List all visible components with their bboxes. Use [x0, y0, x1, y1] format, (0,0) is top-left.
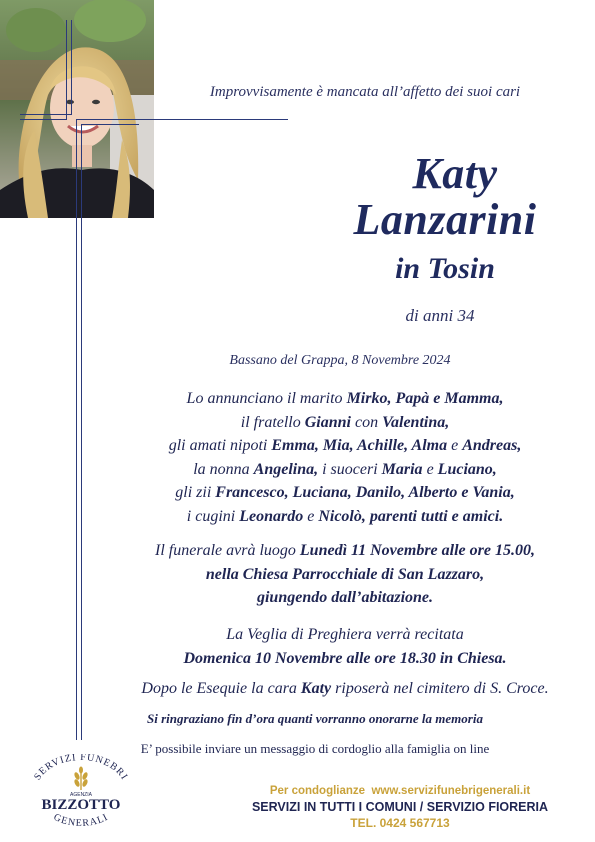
vigil-line-2: Domenica 10 Novembre alle ore 18.30 in Chiesa. [183, 649, 507, 667]
cross-vertical-line-3 [76, 119, 77, 740]
vigil-line-1: La Veglia di Preghiera verrà recitata [226, 626, 464, 643]
deceased-first-name: Katy [412, 149, 498, 198]
deceased-age: di anni 34 [405, 306, 475, 325]
thanks-text: Si ringraziano fin d’ora quanti vorranno onorarne la memoria [147, 711, 483, 726]
vigil-block [110, 623, 580, 670]
wheat-icon [73, 767, 88, 791]
intro-text: Improvvisamente è mancata all’affetto dei suoi cari [209, 84, 521, 100]
contact-services: SERVIZI IN TUTTI I COMUNI / SERVIZIO FIORERIA [251, 800, 549, 814]
logo-top-text: SERVIZI FUNEBRI [32, 754, 130, 783]
contact-phone: TEL. 0424 567713 [350, 816, 450, 830]
web-label: Per condoglianze [269, 785, 366, 797]
announce-line-4: la nonna Angelina, i suoceri Maria e Luciano, [193, 460, 497, 478]
deceased-last-name: Lanzarini [353, 195, 537, 244]
funeral-line-1: Il funerale avrà luogo Lunedì 11 Novembre alle ore 15.00, [155, 542, 535, 559]
burial-block: Dopo le Esequie la cara Katy riposerà nel cimitero di S. Croce. [141, 680, 549, 697]
logo-bottom-text: GENERALI [51, 811, 111, 830]
announce-line-1: Lo annunciano il marito Mirko, Papà e Mamma, [186, 390, 504, 407]
svg-text:GENERALI [52, 812, 111, 829]
funeral-line-3: giungendo dall’abitazione. [256, 589, 434, 606]
cross-vertical-line-1 [66, 20, 67, 120]
cross-vertical-line-4 [81, 124, 82, 740]
cross-horizontal-line-2 [20, 119, 66, 120]
web-url-link[interactable]: www.servizifunebrigenerali.it [371, 785, 531, 797]
place-date: Bassano del Grappa, 8 Novembre 2024 [229, 353, 451, 368]
funeral-block [110, 539, 580, 610]
cross-horizontal-line-3 [76, 119, 288, 120]
logo-graphic [26, 754, 136, 834]
logo-name: BIZZOTTO [41, 797, 121, 813]
announce-line-5: gli zii Francesco, Luciana, Danilo, Alberto e Vania, [175, 484, 515, 501]
announce-line-3: gli amati nipoti Emma, Mia, Achille, Alma e Andreas, [168, 437, 522, 454]
cross-horizontal-line-4 [81, 124, 139, 125]
announce-line-2: il fratello Gianni con Valentina, [240, 413, 450, 431]
cross-horizontal-line-1 [20, 114, 71, 115]
announcement-block [110, 387, 580, 528]
logo-agenzia: AGENZIA [70, 792, 92, 798]
bizzotto-logo [26, 754, 136, 834]
condolence-info-text: E’ possibile inviare un messaggio di cordoglio alla famiglia on line [140, 741, 490, 756]
cross-vertical-line-2 [71, 20, 72, 115]
announce-line-6: i cugini Leonardo e Nicolò, parenti tutti e amici. [186, 507, 504, 525]
contact-web [220, 785, 580, 797]
deceased-married-name: in Tosin [395, 252, 495, 285]
funeral-line-2: nella Chiesa Parrocchiale di San Lazzaro, [205, 565, 485, 583]
